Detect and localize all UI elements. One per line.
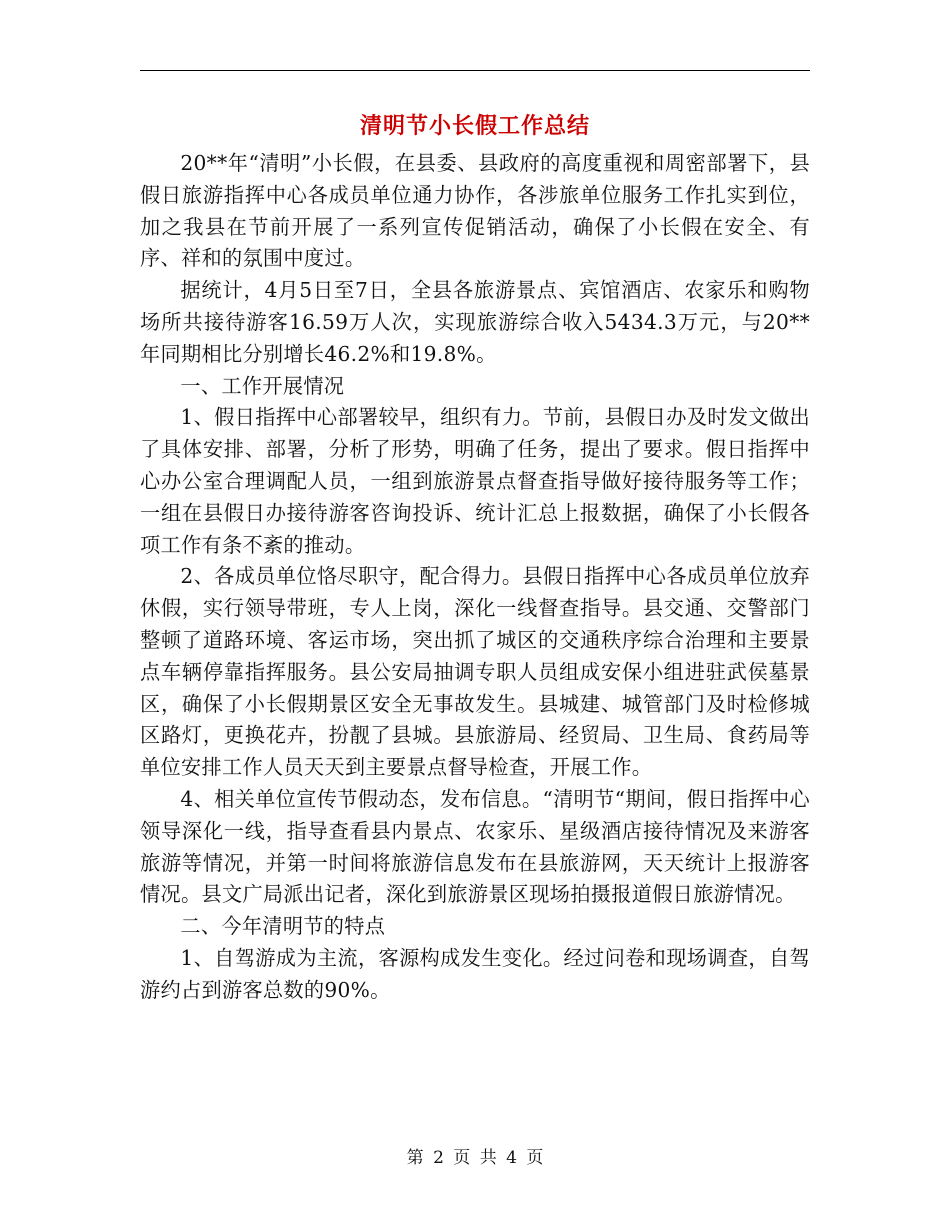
paragraph-item-1: 1、假日指挥中心部署较早，组织有力。节前，县假日办及时发文做出了具体安排、部署，分析了形势，明确了任务，提出了要求。假日指挥中心办公室合理调配人员，一组到旅游景点督查指导做好接待服务等工作；一组在县假日办接待游客咨询投诉、统计汇总上报数据，确保了小长假各项工作有条不紊的推动。 xyxy=(140,405,810,557)
document-title: 清明节小长假工作总结 xyxy=(359,113,590,139)
paragraph-statistics: 据统计，4月5日至7日，全县各旅游景点、宾馆酒店、农家乐和购物场所共接待游客16.59万人次，实现旅游综合收入5434.3万元，与20**年同期相比分别增长46.2%和19.8%。 xyxy=(140,278,810,366)
document-body xyxy=(140,148,810,1007)
page-number-footer: 第 2 页 共 4 页 xyxy=(406,1148,544,1168)
paragraph-item-2: 2、各成员单位恪尽职守，配合得力。县假日指挥中心各成员单位放弃休假，实行领导带班，专人上岗，深化一线督查指导。县交通、交警部门整顿了道路环境、客运市场，突出抓了城区的交通秩序综合治理和主要景点车辆停靠指挥服务。县公安局抽调专职人员组成安保小组进驻武侯墓景区，确保了小长假期景区安全无事故发生。县城建、城管部门及时检修城区路灯，更换花卉，扮靓了县城。县旅游局、经贸局、卫生局、食药局等单位安排工作人员天天到主要景点督导检查，开展工作。 xyxy=(140,564,810,780)
paragraph-feature-1: 1、自驾游成为主流，客源构成发生变化。经过问卷和现场调查，自驾游约占到游客总数的90%。 xyxy=(140,945,810,1002)
section-heading-features: 二、今年清明节的特点 xyxy=(180,914,386,939)
section-heading-work: 一、工作开展情况 xyxy=(180,373,345,398)
paragraph-intro: 20**年“清明”小长假，在县委、县政府的高度重视和周密部署下，县假日旅游指挥中心各成员单位通力协作，各涉旅单位服务工作扎实到位，加之我县在节前开展了一系列宣传促销活动，确保了小长假在安全、有序、祥和的氛围中度过。 xyxy=(140,151,810,271)
paragraph-item-4: 4、相关单位宣传节假动态，发布信息。“清明节“期间，假日指挥中心领导深化一线，指导查看县内景点、农家乐、星级酒店接待情况及来游客旅游等情况，并第一时间将旅游信息发布在县旅游网，天天统计上报游客情况。县文广局派出记者，深化到旅游景区现场拍摄报道假日旅游情况。 xyxy=(140,786,810,907)
header-rule xyxy=(140,70,810,71)
